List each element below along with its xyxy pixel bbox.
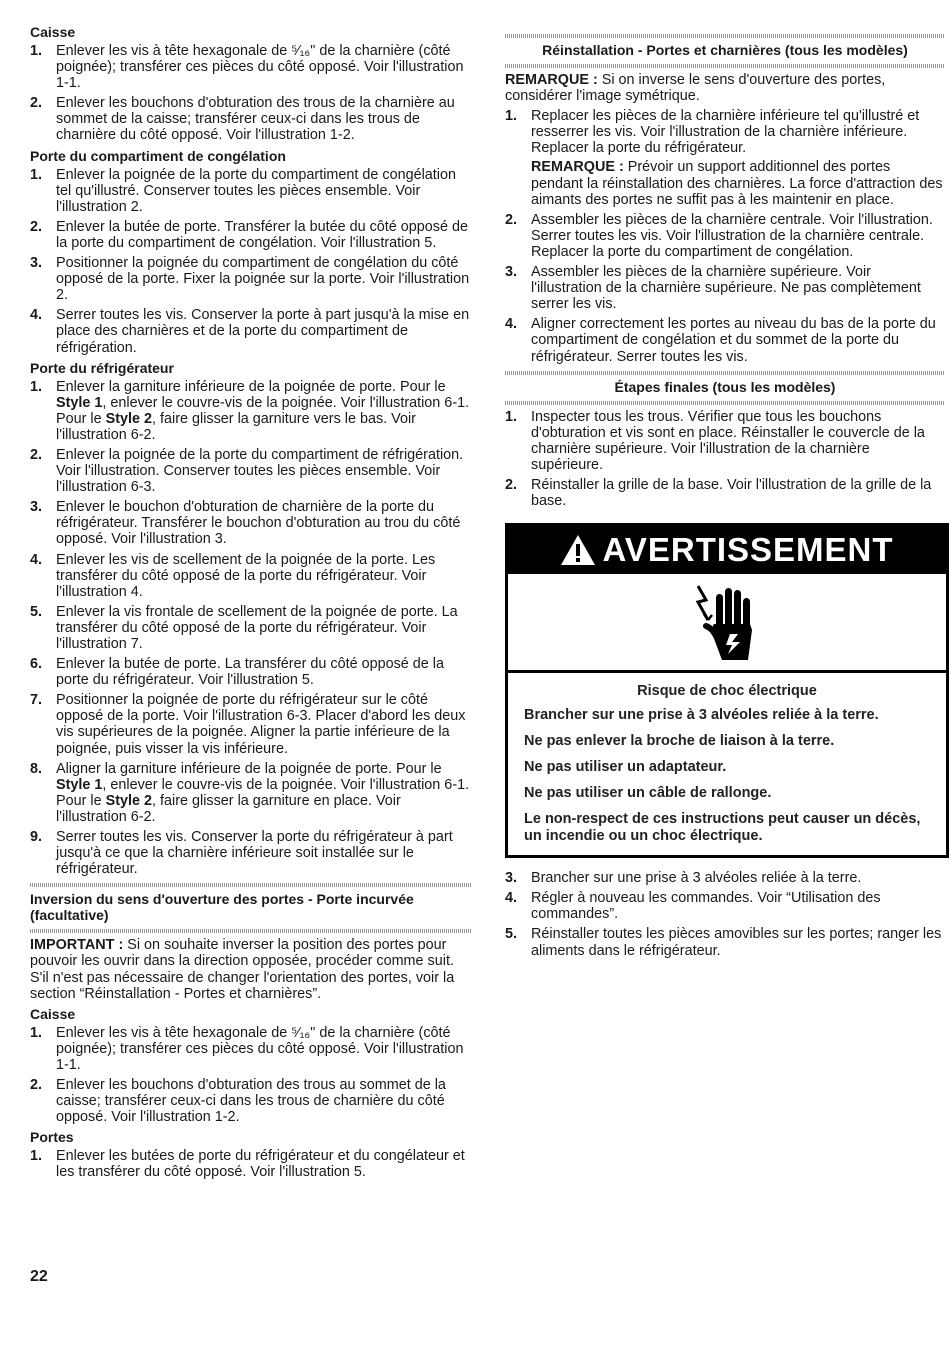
- list-item: 8. Aligner la garniture inférieure de la poignée de porte. Pour le Style 1, enlever le couvre-vis de la poignée. Voir l'illustration 6-1. Pour le Style 2, faire glisser la garniture en place. Voir l'illustration 6-2.: [30, 760, 470, 825]
- list-item: 5. Enlever la vis frontale de scellement de la poignée de porte. La transférer du côté opposé de la porte du réfrigérateur. Voir l'illustration 7.: [30, 603, 458, 652]
- left-column: [30, 24, 472, 1184]
- section-divider: [505, 371, 945, 375]
- list-item: 2. Réinstaller la grille de la base. Voir l'illustration de la grille de la base.: [505, 476, 932, 510]
- list-item: 1. Enlever les butées de porte du réfrigérateur et du congélateur et les transférer du côté opposé. Voir l'illustration 5.: [30, 1148, 465, 1181]
- list-item: 6. Enlever la butée de porte. La transférer du côté opposé de la porte du réfrigérateur. Voir l'illustration 5.: [30, 656, 445, 689]
- section-heading-inversion: Inversion du sens d'ouverture des portes - Porte incurvée (facultative): [30, 891, 414, 924]
- reinstallation-list: [505, 108, 945, 364]
- section-heading-refrigerateur: Porte du réfrigérateur: [30, 359, 174, 376]
- list-item: 2. Enlever la poignée de la porte du compartiment de réfrigération. Voir l'illustration. Conserver toutes les pièces ensemble. Voir l'illustration 6-3.: [30, 446, 464, 496]
- list-item: 5. Réinstaller toutes les pièces amovibles sur les portes; ranger les aliments dans le réfrigérateur.: [505, 926, 942, 959]
- etapes-finales-list: [505, 409, 945, 510]
- section-divider: [30, 929, 472, 933]
- portes-list: [30, 1148, 472, 1180]
- list-item: 1. Enlever les vis à tête hexagonale de ⁵⁄₁₆" de la charnière (côté poignée); transférer ces pièces du côté opposé. Voir l'illustration 1-1.: [30, 1024, 464, 1073]
- section-divider: [505, 34, 945, 38]
- congelation-list: [30, 167, 472, 356]
- warning-body: [508, 673, 946, 855]
- section-heading-reinstallation: Réinstallation - Portes et charnières (tous les modèles): [542, 42, 908, 58]
- list-item: 2. Assembler les pièces de la charnière centrale. Voir l'illustration. Serrer toutes les vis. Voir l'illustration de la charnière centrale. Replacer la porte du compartiment de congélation.: [505, 211, 933, 260]
- list-item: 3. Brancher sur une prise à 3 alvéoles reliée à la terre.: [505, 870, 862, 887]
- warning-header: [508, 526, 946, 574]
- section-heading-etapes-finales: Étapes finales (tous les modèles): [614, 378, 836, 395]
- list-item: 1. Enlever la poignée de la porte du compartiment de congélation tel qu'illustré. Conserver toutes les pièces ensemble. Voir l'illustration 2.: [30, 166, 457, 215]
- list-item: 2. Enlever la butée de porte. Transférer la butée du côté opposé de la porte du compartiment de congélation. Voir l'illustration 5.: [30, 218, 469, 251]
- list-item: 1. Enlever les vis à tête hexagonale de ⁵⁄₁₆" de la charnière (côté poignée); transférer ces pièces du côté opposé. Voir l'illustration 1-1.: [30, 43, 464, 92]
- section-heading-portes: Portes: [30, 1129, 74, 1146]
- list-item: 1. Enlever la garniture inférieure de la poignée de porte. Pour le Style 1, enlever le couvre-vis de la poignée. Voir l'illustration 6-1. Pour le Style 2, faire glisser la garniture vers le bas. Voir l'illustration 6-2.: [30, 378, 470, 443]
- section-heading-caisse-2: Caisse: [30, 1005, 76, 1022]
- etapes-finales-list-continued: [505, 870, 945, 958]
- list-item: 4. Serrer toutes les vis. Conserver la porte à part jusqu'à la mise en place des charnières et de la porte du compartiment de réfrigération.: [30, 307, 470, 356]
- warning-icon-area: [508, 574, 946, 673]
- important-paragraph: IMPORTANT : Si on souhaite inverser la position des portes pour pouvoir les ouvrir dans la direction opposée, procéder comme suit. S'il n'est pas nécessaire de changer l'orientation des portes, voir la section “Réinstallation - Portes et charnières”.: [30, 937, 455, 1002]
- list-item: 3. Assembler les pièces de la charnière supérieure. Voir l'illustration de la charnière supérieure. Ne pas complètement serrer les vis.: [505, 264, 921, 313]
- warning-box: [505, 523, 949, 858]
- warning-line: Ne pas utiliser un adaptateur.: [524, 759, 727, 776]
- warning-line: Ne pas utiliser un câble de rallonge.: [524, 785, 772, 802]
- warning-line: Le non-respect de ces instructions peut causer un décès, un incendie ou un choc électrique.: [524, 811, 921, 845]
- warning-line: Brancher sur une prise à 3 alvéoles reliée à la terre.: [524, 707, 879, 724]
- remarque-paragraph: REMARQUE : Si on inverse le sens d'ouverture des portes, considérer l'image symétrique.: [505, 72, 886, 105]
- page-number: 22: [30, 1268, 48, 1285]
- section-heading-congelation: Porte du compartiment de congélation: [30, 147, 286, 164]
- warning-risk-title: Risque de choc électrique: [637, 683, 817, 700]
- list-item: 1. Inspecter tous les trous. Vérifier que tous les bouchons d'obturation et vis sont en place. Réinstaller le couvercle de la charnière supérieure. Voir l'illustration de la charnière supérieure.: [505, 408, 925, 473]
- list-item: 1. Replacer les pièces de la charnière inférieure tel qu'illustré et resserrer les vis. Voir l'illustration de la charnière inférieure. Replacer la porte du réfrigérateur. REMARQUE : Prévoir un support additionnel des portes pendant la réinstallation des charnières. La force d'attraction des aimants des portes ne suffit pas à les maintenir en place.: [505, 108, 945, 208]
- list-item: 2. Enlever les bouchons d'obturation des trous de la charnière au sommet de la caisse; transférer ceux-ci dans les trous de charnière du côté opposé. Voir l'illustration 1-2.: [30, 95, 455, 144]
- list-item: 4. Régler à nouveau les commandes. Voir “Utilisation des commandes”.: [505, 890, 881, 923]
- list-item: 9. Serrer toutes les vis. Conserver la porte du réfrigérateur à part jusqu'à ce que la charnière inférieure soit installée sur le réfrigérateur.: [30, 829, 453, 878]
- section-divider: [30, 883, 472, 887]
- remarque-note: REMARQUE : Prévoir un support additionnel des portes pendant la réinstallation des charnières. La force d'attraction des aimants des portes ne suffit pas à les maintenir en place.: [531, 159, 943, 208]
- list-item: 4. Aligner correctement les portes au niveau du bas de la porte du compartiment de congélation et du sommet de la porte du réfrigérateur. Serrer toutes les vis.: [505, 316, 936, 365]
- section-divider: [505, 401, 945, 405]
- section-heading-caisse: Caisse: [30, 24, 76, 40]
- caisse-2-list: [30, 1025, 472, 1126]
- list-item: 3. Positionner la poignée du compartiment de congélation du côté opposé de la porte. Fixer la poignée sur la porte. Voir l'illustration 2.: [30, 255, 470, 304]
- list-item: 4. Enlever les vis de scellement de la poignée de la porte. Les transférer du côté opposé de la porte du réfrigérateur. Voir l'illustration 4.: [30, 551, 436, 600]
- section-divider: [505, 64, 945, 68]
- refrigerateur-list: [30, 379, 472, 878]
- warning-heading: AVERTISSEMENT: [602, 531, 894, 569]
- warning-line: Ne pas enlever la broche de liaison à la terre.: [524, 733, 835, 750]
- warning-triangle-icon: [560, 534, 596, 566]
- list-item: 7. Positionner la poignée de porte du réfrigérateur sur le côté opposé de la porte. Voir l'illustration 6-3. Placer d'abord les deux vis supérieures de la poignée. Aligner la partie inférieure de la poignée, puis visser la vis inférieure.: [30, 692, 466, 757]
- list-item: 3. Enlever le bouchon d'obturation de charnière de la porte du réfrigérateur. Transférer le bouchon d'obturation au trou du côté opposé. Voir l'illustration 3.: [30, 499, 461, 548]
- caisse-list: [30, 43, 472, 144]
- list-item: 2. Enlever les bouchons d'obturation des trous au sommet de la caisse; transférer ceux-ci dans les trous de charnière du côté opposé. Voir l'illustration 1-2.: [30, 1076, 446, 1126]
- right-column: [505, 34, 945, 963]
- electric-shock-hand-icon: [692, 580, 762, 664]
